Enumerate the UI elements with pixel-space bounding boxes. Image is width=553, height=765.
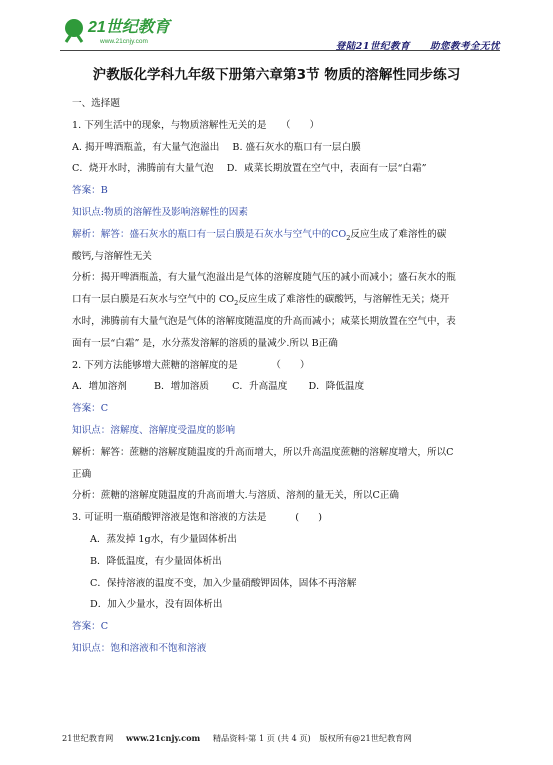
q2-options bbox=[72, 376, 482, 398]
logo-url: www.21cnjy.com bbox=[100, 38, 148, 45]
footer-page-info: 精品资料·第 1 页 (共 4 页) bbox=[212, 733, 311, 743]
q3-knowledge: 知识点：饱和溶液和不饱和溶液 bbox=[72, 642, 207, 654]
q3-option-c: C．保持溶液的温度不变，加入少量硝酸钾固体，固体不再溶解 bbox=[90, 577, 357, 589]
q1-option-b: B. 盛石灰水的瓶口有一层白膜 bbox=[232, 141, 361, 153]
q2-stem: 2. 下列方法能够增大蔗糖的溶解度的是 （ ） bbox=[72, 359, 310, 371]
q3-answer: 答案：C bbox=[72, 621, 109, 633]
q1-fenxi-b: 反应生成了难溶性的碳酸钙，与溶解性无关；烧开 bbox=[238, 294, 450, 306]
q1-fenxi-line3: 水时，沸腾前有大量气泡是气体的溶解度随温度的升高而减小；咸菜长期放置在空气中，表 bbox=[72, 315, 456, 327]
q2-knowledge: 知识点：溶解度、溶解度受温度的影响 bbox=[72, 424, 236, 436]
q1-options-cd bbox=[72, 158, 482, 180]
q3-option-d: D．加入少量水，没有固体析出 bbox=[90, 599, 223, 611]
q3-option-b: B．降低温度，有少量固体析出 bbox=[90, 555, 222, 567]
footer-url[interactable]: www.21cnjy.com bbox=[125, 733, 201, 743]
q3-option-a: A．蒸发掉 1g水，有少量固体析出 bbox=[90, 533, 237, 545]
page-footer bbox=[62, 733, 492, 744]
q1-option-c: C．烧开水时，沸腾前有大量气泡 bbox=[72, 163, 214, 175]
q2-fenxi-line1: 分析：蔗糖的溶解度随温度的升高而增大.与溶质、溶剂的量无关，所以C正确 bbox=[72, 490, 399, 502]
q2-answer: 答案：C bbox=[72, 403, 109, 415]
header-divider bbox=[60, 50, 500, 51]
q1-fenxi-line2: 口有一层白膜是石灰水与空气中的 $CO_2$反应生成了难溶性的碳酸钙，与溶解性无关；烧开 bbox=[72, 294, 450, 308]
document-title: 沪教版化学科九年级下册第六章第3节 物质的溶解性同步练习 bbox=[92, 67, 461, 83]
q1-analysis-b: 反应生成了难溶性的碳 bbox=[350, 228, 447, 240]
q1-knowledge: 知识点:物质的溶解性及影响溶解性的因素 bbox=[72, 206, 248, 218]
q1-analysis-line2: 酸钙,与溶解性无关 bbox=[72, 250, 152, 262]
q1-analysis-a: 解析：解答：盛石灰水的瓶口有一层白膜是石灰水与空气中的CO bbox=[72, 228, 347, 240]
page-header bbox=[60, 12, 500, 50]
q1-analysis-line1: 解析：解答：盛石灰水的瓶口有一层白膜是石灰水与空气中的$CO_2$反应生成了难溶性的碳 bbox=[72, 228, 447, 242]
q2-option-b: B．增加溶质 bbox=[153, 381, 209, 393]
q1-option-d: D．咸菜长期放置在空气中，表面有一层“白霜” bbox=[226, 163, 427, 175]
q1-fenxi-line1: 分析：揭开啤酒瓶盖，有大量气泡溢出是气体的溶解度随气压的减小而减小；盛石灰水的瓶 bbox=[72, 272, 456, 284]
footer-copyright: 版权所有@21世纪教育网 bbox=[319, 733, 412, 743]
q1-options-ab bbox=[72, 137, 482, 159]
exercise-content bbox=[72, 93, 482, 660]
header-slogan: 登陆21世纪教育 助您教考全无忧 bbox=[335, 41, 500, 52]
q1-option-a: A. 揭开啤酒瓶盖，有大量气泡溢出 bbox=[72, 141, 220, 153]
q1-fenxi-a: 口有一层白膜是石灰水与空气中的 CO bbox=[72, 294, 235, 306]
q2-analysis-line2: 正确 bbox=[72, 468, 92, 480]
section-heading: 一、选择题 bbox=[72, 98, 120, 109]
q1-answer: 答案：B bbox=[72, 185, 108, 197]
footer-site: 21世纪教育网 bbox=[62, 733, 114, 743]
q1-fenxi-line4: 面有一层“白霜” 是，水分蒸发溶解的溶质的量减少.所以 B正确 bbox=[72, 337, 338, 349]
q2-option-d: D．降低温度 bbox=[308, 381, 365, 393]
logo-text: 21世纪教育 bbox=[88, 19, 170, 36]
q1-stem: 1. 下列生活中的现象，与物质溶解性无关的是 （ ） bbox=[72, 119, 320, 131]
q2-option-c: C．升高温度 bbox=[232, 381, 288, 393]
q2-analysis-line1: 解析：解答：蔗糖的溶解度随温度的升高而增大，所以升高温度蔗糖的溶解度增大，所以C bbox=[72, 446, 454, 458]
site-logo bbox=[60, 12, 195, 48]
q2-option-a: A．增加溶剂 bbox=[72, 381, 127, 393]
q3-stem: 3. 可证明一瓶硝酸钾溶液是饱和溶液的方法是 ( ) bbox=[72, 512, 322, 524]
